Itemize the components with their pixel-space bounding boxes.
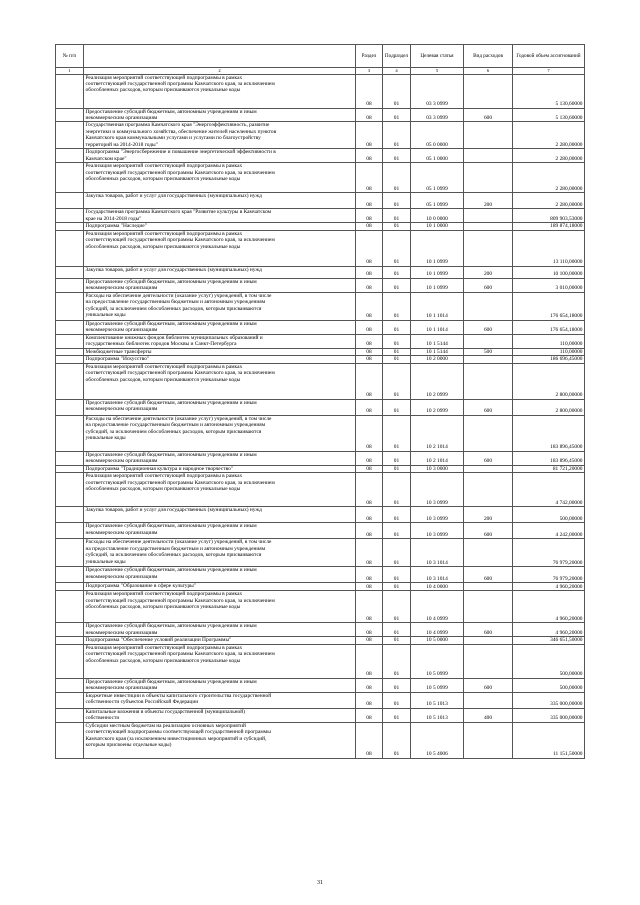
row-amount: 10 100,00000 [513, 266, 585, 278]
row-razdel: 08 [356, 708, 383, 722]
row-tselevaya-statya: 10 1 1014 [411, 292, 464, 320]
row-amount: 5 130,60000 [513, 108, 585, 122]
row-tselevaya-statya: 10 5 1013 [411, 692, 464, 708]
header-row [56, 45, 585, 68]
row-amount: 110,00000 [513, 334, 585, 348]
row-podrazdel: 01 [383, 320, 411, 334]
row-name: Предоставление субсидий бюджетным, автономным учреждениям и иным некоммерческим организациям [84, 108, 356, 122]
row-podrazdel: 01 [383, 266, 411, 278]
row-amount: 500,00000 [513, 644, 585, 678]
row-name: Субсидии местным бюджетам на реализацию основных мероприятий соответствующей подпрограммы соответствующей государственной программы Камчатского края (за исключением инвестиционных мероприятий и субсидий, которым присвоены отдельные коды) [84, 722, 356, 758]
row-name: Реализация мероприятий соответствующей подпрограммы в рамках соответствующей государственной программы Камчатского края, за исключением обособленных расходов, которым присваиваются уникальные коды [84, 163, 356, 193]
row-number [56, 623, 84, 637]
table-row [56, 507, 585, 523]
row-vid-rashodov [464, 363, 513, 399]
row-tselevaya-statya: 10 2 0000 [411, 356, 464, 363]
table-row [56, 539, 585, 567]
row-number [56, 209, 84, 223]
table-row [56, 451, 585, 465]
row-tselevaya-statya: 10 2 0999 [411, 399, 464, 415]
row-tselevaya-statya: 10 1 0999 [411, 230, 464, 266]
row-vid-rashodov: 600 [464, 399, 513, 415]
row-razdel: 08 [356, 193, 383, 209]
row-vid-rashodov: 600 [464, 278, 513, 292]
table-row [56, 523, 585, 539]
row-podrazdel: 01 [383, 465, 411, 472]
table-row [56, 708, 585, 722]
row-razdel: 08 [356, 108, 383, 122]
row-number [56, 108, 84, 122]
row-podrazdel: 01 [383, 74, 411, 108]
row-podrazdel: 01 [383, 523, 411, 539]
row-name: Предоставление субсидий бюджетным, автономным учреждениям и иным некоммерческим организациям [84, 320, 356, 334]
row-name: Предоставление субсидий бюджетным, автономным учреждениям и иным некоммерческим организациям [84, 678, 356, 692]
row-razdel: 08 [356, 507, 383, 523]
row-razdel: 08 [356, 451, 383, 465]
row-name: Реализация мероприятий соответствующей подпрограммы в рамках соответствующей государственной программы Камчатского края, за исключением обособленных расходов, которым присваиваются уникальные коды [84, 230, 356, 266]
row-podrazdel: 01 [383, 567, 411, 583]
row-number [56, 722, 84, 758]
row-razdel: 08 [356, 678, 383, 692]
table-row [56, 473, 585, 507]
row-razdel: 08 [356, 266, 383, 278]
row-tselevaya-statya: 05 0 0000 [411, 122, 464, 149]
column-number: 5 [411, 68, 464, 75]
row-number [56, 644, 84, 678]
row-number [56, 348, 84, 355]
row-vid-rashodov [464, 473, 513, 507]
row-razdel: 08 [356, 473, 383, 507]
row-tselevaya-statya: 05 1 0999 [411, 163, 464, 193]
table-row [56, 623, 585, 637]
row-number [56, 583, 84, 591]
row-razdel: 08 [356, 149, 383, 163]
row-tselevaya-statya: 10 2 0999 [411, 363, 464, 399]
row-razdel: 08 [356, 122, 383, 149]
row-tselevaya-statya: 10 2 1014 [411, 451, 464, 465]
row-tselevaya-statya: 10 3 0999 [411, 507, 464, 523]
row-razdel: 08 [356, 163, 383, 193]
row-vid-rashodov: 200 [464, 266, 513, 278]
row-razdel: 08 [356, 399, 383, 415]
table-row [56, 266, 585, 278]
row-razdel: 08 [356, 465, 383, 472]
row-number [56, 292, 84, 320]
row-tselevaya-statya: 10 3 1014 [411, 539, 464, 567]
row-razdel: 08 [356, 523, 383, 539]
row-razdel: 08 [356, 583, 383, 591]
table-row [56, 278, 585, 292]
row-name: Предоставление субсидий бюджетным, автономным учреждениям и иным некоммерческим организациям [84, 623, 356, 637]
row-podrazdel: 01 [383, 230, 411, 266]
row-tselevaya-statya: 10 5 1013 [411, 708, 464, 722]
row-amount: 13 110,00000 [513, 230, 585, 266]
row-podrazdel: 01 [383, 108, 411, 122]
row-podrazdel: 01 [383, 356, 411, 363]
column-number: 7 [513, 68, 585, 75]
table-row [56, 292, 585, 320]
row-amount: 500,00000 [513, 678, 585, 692]
row-podrazdel: 01 [383, 722, 411, 758]
row-podrazdel: 01 [383, 415, 411, 451]
row-tselevaya-statya: 10 1 5144 [411, 348, 464, 355]
row-name: Подпрограмма "Энергосбережение и повышение энергетической эффективности в Камчатском крае" [84, 149, 356, 163]
row-tselevaya-statya: 10 3 0999 [411, 473, 464, 507]
row-amount: 335 000,00000 [513, 708, 585, 722]
row-vid-rashodov [464, 74, 513, 108]
row-name: Капитальные вложения в объекты государственной (муниципальной) собственности [84, 708, 356, 722]
row-vid-rashodov: 200 [464, 193, 513, 209]
row-vid-rashodov [464, 722, 513, 758]
row-name: Предоставление субсидий бюджетным, автономным учреждениям и иным некоммерческим организациям [84, 399, 356, 415]
row-podrazdel: 01 [383, 692, 411, 708]
row-vid-rashodov [464, 334, 513, 348]
row-vid-rashodov [464, 292, 513, 320]
row-vid-rashodov [464, 223, 513, 230]
row-tselevaya-statya: 03 3 0999 [411, 108, 464, 122]
row-name: Подпрограмма "Обеспечение условий реализации Программы" [84, 637, 356, 644]
row-podrazdel: 01 [383, 591, 411, 623]
row-tselevaya-statya: 10 4 0999 [411, 623, 464, 637]
row-amount: 2 280,00000 [513, 163, 585, 193]
header-podrazdel: Подраздел [383, 45, 411, 68]
row-name: Подпрограмма "Образование в сфере культуры" [84, 583, 356, 591]
row-name: Расходы на обеспечение деятельности (оказание услуг) учреждений, в том числе на предоставление государственным бюджетным и автономным учреждениям субсидий, за исключением обособленных расходов, которым присваиваются уникальные коды [84, 292, 356, 320]
row-name: Закупка товаров, работ и услуг для государственных (муниципальных) нужд [84, 193, 356, 209]
row-amount: 76 979,20000 [513, 567, 585, 583]
row-vid-rashodov: 400 [464, 708, 513, 722]
row-number [56, 678, 84, 692]
row-number [56, 356, 84, 363]
row-name: Предоставление субсидий бюджетным, автономным учреждениям и иным некоммерческим организациям [84, 451, 356, 465]
row-number [56, 149, 84, 163]
row-razdel: 08 [356, 334, 383, 348]
row-amount: 4 960,20000 [513, 591, 585, 623]
row-razdel: 08 [356, 278, 383, 292]
row-amount: 809 903,53000 [513, 209, 585, 223]
page-number: 31 [317, 880, 323, 886]
row-amount: 2 280,00000 [513, 122, 585, 149]
row-podrazdel: 01 [383, 163, 411, 193]
table-row [56, 591, 585, 623]
row-name: Расходы на обеспечение деятельности (оказание услуг) учреждений, в том числе на предоставление государственным бюджетным и автономным учреждениям субсидий, за исключением обособленных расходов, которым присваиваются уникальные коды [84, 539, 356, 567]
row-number [56, 637, 84, 644]
row-podrazdel: 01 [383, 209, 411, 223]
row-amount: 11 151,50000 [513, 722, 585, 758]
table-row [56, 348, 585, 355]
row-vid-rashodov: 600 [464, 678, 513, 692]
row-name: Бюджетные инвестиции в объекты капитального строительства государственной собственности субъектов Российской Федерации [84, 692, 356, 708]
table-row [56, 363, 585, 399]
row-amount: 2 800,00000 [513, 399, 585, 415]
row-podrazdel: 01 [383, 637, 411, 644]
row-tselevaya-statya: 10 5 0000 [411, 637, 464, 644]
column-number: 3 [356, 68, 383, 75]
row-podrazdel: 01 [383, 539, 411, 567]
row-name: Комплектование книжных фондов библиотек муниципальных образований и государственных библиотек городов Москвы и Санкт-Петербурга [84, 334, 356, 348]
row-razdel: 08 [356, 692, 383, 708]
row-podrazdel: 01 [383, 507, 411, 523]
row-amount: 4 960,20000 [513, 623, 585, 637]
row-vid-rashodov [464, 637, 513, 644]
row-amount: 176 654,18000 [513, 292, 585, 320]
row-number [56, 539, 84, 567]
table-row [56, 230, 585, 266]
row-razdel: 08 [356, 320, 383, 334]
row-razdel: 08 [356, 223, 383, 230]
header-tselevaya-statya: Целевая статья [411, 45, 464, 68]
table-body [56, 74, 585, 758]
table-row [56, 209, 585, 223]
row-number [56, 399, 84, 415]
table-row [56, 223, 585, 230]
table-row [56, 415, 585, 451]
row-amount: 2 280,00000 [513, 149, 585, 163]
row-razdel: 08 [356, 74, 383, 108]
row-number [56, 363, 84, 399]
row-tselevaya-statya: 10 3 0999 [411, 523, 464, 539]
row-razdel: 08 [356, 644, 383, 678]
row-name: Межбюджетные трансферты [84, 348, 356, 355]
row-name: Закупка товаров, работ и услуг для государственных (муниципальных) нужд [84, 507, 356, 523]
row-razdel: 08 [356, 637, 383, 644]
row-podrazdel: 01 [383, 122, 411, 149]
row-podrazdel: 01 [383, 223, 411, 230]
row-name: Реализация мероприятий соответствующей подпрограммы в рамках соответствующей государственной программы Камчатского края, за исключением обособленных расходов, которым присваиваются уникальные коды [84, 74, 356, 108]
row-tselevaya-statya: 03 3 0999 [411, 74, 464, 108]
row-vid-rashodov [464, 583, 513, 591]
row-number [56, 74, 84, 108]
row-razdel: 08 [356, 567, 383, 583]
table-row [56, 320, 585, 334]
row-amount: 500,00000 [513, 507, 585, 523]
row-vid-rashodov: 600 [464, 567, 513, 583]
row-vid-rashodov [464, 122, 513, 149]
row-name: Реализация мероприятий соответствующей подпрограммы в рамках соответствующей государственной программы Камчатского края, за исключением обособленных расходов, которым присваиваются уникальные коды [84, 473, 356, 507]
row-razdel: 08 [356, 722, 383, 758]
table-row [56, 465, 585, 472]
row-vid-rashodov [464, 539, 513, 567]
row-vid-rashodov: 600 [464, 108, 513, 122]
row-podrazdel: 01 [383, 348, 411, 355]
row-vid-rashodov: 600 [464, 523, 513, 539]
row-razdel: 08 [356, 356, 383, 363]
row-number [56, 334, 84, 348]
row-vid-rashodov [464, 591, 513, 623]
row-amount: 346 651,50000 [513, 637, 585, 644]
table-row [56, 356, 585, 363]
row-number [56, 451, 84, 465]
row-name: Подпрограмма "Наследие" [84, 223, 356, 230]
row-number [56, 278, 84, 292]
row-number [56, 692, 84, 708]
row-tselevaya-statya: 10 1 0000 [411, 223, 464, 230]
row-amount: 189 874,18000 [513, 223, 585, 230]
row-podrazdel: 01 [383, 583, 411, 591]
row-number [56, 507, 84, 523]
row-vid-rashodov: 600 [464, 320, 513, 334]
budget-table [55, 44, 585, 759]
row-amount: 2 800,00000 [513, 363, 585, 399]
header-vid-rashodov: Вид расходов [464, 45, 513, 68]
column-number: 6 [464, 68, 513, 75]
row-number [56, 708, 84, 722]
table-row [56, 108, 585, 122]
row-name: Расходы на обеспечение деятельности (оказание услуг) учреждений, в том числе на предоставление государственным бюджетным и автономным учреждениям субсидий, за исключением обособленных расходов, которым присваиваются уникальные коды [84, 415, 356, 451]
table-row [56, 722, 585, 758]
row-name: Реализация мероприятий соответствующей подпрограммы в рамках соответствующей государственной программы Камчатского края, за исключением обособленных расходов, которым присваиваются уникальные коды [84, 591, 356, 623]
row-tselevaya-statya: 10 3 1014 [411, 567, 464, 583]
row-podrazdel: 01 [383, 678, 411, 692]
row-podrazdel: 01 [383, 644, 411, 678]
row-amount: 176 654,18000 [513, 320, 585, 334]
row-amount: 4 960,20000 [513, 583, 585, 591]
row-number [56, 591, 84, 623]
table-row [56, 583, 585, 591]
row-vid-rashodov [464, 163, 513, 193]
row-amount: 110,00000 [513, 348, 585, 355]
row-vid-rashodov [464, 644, 513, 678]
row-razdel: 08 [356, 623, 383, 637]
row-vid-rashodov [464, 230, 513, 266]
row-razdel: 08 [356, 363, 383, 399]
row-number [56, 223, 84, 230]
row-name: Закупка товаров, работ и услуг для государственных (муниципальных) нужд [84, 266, 356, 278]
table-row [56, 399, 585, 415]
table-row [56, 567, 585, 583]
row-name: Предоставление субсидий бюджетным, автономным учреждениям и иным некоммерческим организациям [84, 567, 356, 583]
table-row [56, 122, 585, 149]
table-row [56, 678, 585, 692]
table-row [56, 163, 585, 193]
row-number [56, 320, 84, 334]
row-number [56, 193, 84, 209]
row-razdel: 08 [356, 591, 383, 623]
row-amount: 5 130,60000 [513, 74, 585, 108]
row-name: Предоставление субсидий бюджетным, автономным учреждениям и иным некоммерческим организациям [84, 278, 356, 292]
header-razdel: Раздел [356, 45, 383, 68]
row-podrazdel: 01 [383, 149, 411, 163]
row-tselevaya-statya: 10 4 0999 [411, 591, 464, 623]
row-razdel: 08 [356, 230, 383, 266]
row-vid-rashodov [464, 465, 513, 472]
row-name: Реализация мероприятий соответствующей подпрограммы в рамках соответствующей государственной программы Камчатского края, за исключением обособленных расходов, которым присваиваются уникальные коды [84, 363, 356, 399]
row-podrazdel: 01 [383, 473, 411, 507]
row-tselevaya-statya: 10 2 1014 [411, 415, 464, 451]
row-vid-rashodov: 500 [464, 348, 513, 355]
row-razdel: 08 [356, 209, 383, 223]
table-row [56, 637, 585, 644]
row-podrazdel: 01 [383, 399, 411, 415]
row-amount: 3 010,00000 [513, 278, 585, 292]
row-amount: 183 896,45000 [513, 451, 585, 465]
row-amount: 2 280,00000 [513, 193, 585, 209]
row-podrazdel: 01 [383, 708, 411, 722]
table-row [56, 74, 585, 108]
column-number: 2 [84, 68, 356, 75]
row-tselevaya-statya: 10 3 0000 [411, 465, 464, 472]
row-tselevaya-statya: 10 1 0999 [411, 266, 464, 278]
row-razdel: 08 [356, 292, 383, 320]
row-vid-rashodov [464, 356, 513, 363]
row-podrazdel: 01 [383, 334, 411, 348]
row-name: Предоставление субсидий бюджетным, автономным учреждениям и иным некоммерческим организациям [84, 523, 356, 539]
table-row [56, 644, 585, 678]
row-number [56, 122, 84, 149]
row-amount: 335 000,00000 [513, 692, 585, 708]
row-tselevaya-statya: 10 1 1014 [411, 320, 464, 334]
row-tselevaya-statya: 10 0 0000 [411, 209, 464, 223]
table-row [56, 149, 585, 163]
row-podrazdel: 01 [383, 363, 411, 399]
row-number [56, 266, 84, 278]
row-tselevaya-statya: 05 1 0000 [411, 149, 464, 163]
row-vid-rashodov [464, 149, 513, 163]
row-tselevaya-statya: 05 1 0999 [411, 193, 464, 209]
row-podrazdel: 01 [383, 193, 411, 209]
row-podrazdel: 01 [383, 623, 411, 637]
row-tselevaya-statya: 10 1 0999 [411, 278, 464, 292]
row-tselevaya-statya: 10 1 5144 [411, 334, 464, 348]
row-tselevaya-statya: 10 5 4006 [411, 722, 464, 758]
row-amount: 4 742,00000 [513, 473, 585, 507]
row-tselevaya-statya: 10 5 0999 [411, 644, 464, 678]
table-row [56, 692, 585, 708]
column-number: 4 [383, 68, 411, 75]
row-amount: 183 896,45000 [513, 415, 585, 451]
row-vid-rashodov [464, 415, 513, 451]
row-name: Подпрограмма "Искусство" [84, 356, 356, 363]
row-podrazdel: 01 [383, 278, 411, 292]
row-vid-rashodov: 600 [464, 451, 513, 465]
row-vid-rashodov [464, 692, 513, 708]
header-num: № п/п [56, 45, 84, 68]
row-vid-rashodov: 200 [464, 507, 513, 523]
row-name: Государственная программа Камчатского края "Энергоэффективность, развитие энергетики и коммунального хозяйства, обеспечение жителей населенных пунктов Камчатского края коммунальными услугами и услугами по благоустройству территорий на 2014-2018 годы" [84, 122, 356, 149]
row-razdel: 08 [356, 539, 383, 567]
row-amount: 76 979,20000 [513, 539, 585, 567]
row-razdel: 08 [356, 348, 383, 355]
row-tselevaya-statya: 10 4 0000 [411, 583, 464, 591]
row-number [56, 465, 84, 472]
row-razdel: 08 [356, 415, 383, 451]
table-row [56, 193, 585, 209]
row-number [56, 567, 84, 583]
table-row [56, 334, 585, 348]
row-number [56, 523, 84, 539]
row-amount: 186 696,45000 [513, 356, 585, 363]
column-number: 1 [56, 68, 84, 75]
row-number [56, 473, 84, 507]
row-amount: 81 721,20000 [513, 465, 585, 472]
row-number [56, 415, 84, 451]
header-godovoy-obem: Годовой объем ассигнований [513, 45, 585, 68]
row-vid-rashodov [464, 209, 513, 223]
row-tselevaya-statya: 10 5 0999 [411, 678, 464, 692]
row-name: Реализация мероприятий соответствующей подпрограммы в рамках соответствующей государственной программы Камчатского края, за исключением обособленных расходов, которым присваиваются уникальные коды [84, 644, 356, 678]
header-name [84, 45, 356, 68]
row-vid-rashodov: 600 [464, 623, 513, 637]
row-number [56, 163, 84, 193]
row-name: Подпрограмма "Традиционная культура и народное творчество" [84, 465, 356, 472]
row-podrazdel: 01 [383, 451, 411, 465]
row-podrazdel: 01 [383, 292, 411, 320]
row-number [56, 230, 84, 266]
row-name: Государственная программа Камчатского края "Развитие культуры в Камчатском крае на 2014-2018 годы" [84, 209, 356, 223]
row-amount: 4 242,00000 [513, 523, 585, 539]
